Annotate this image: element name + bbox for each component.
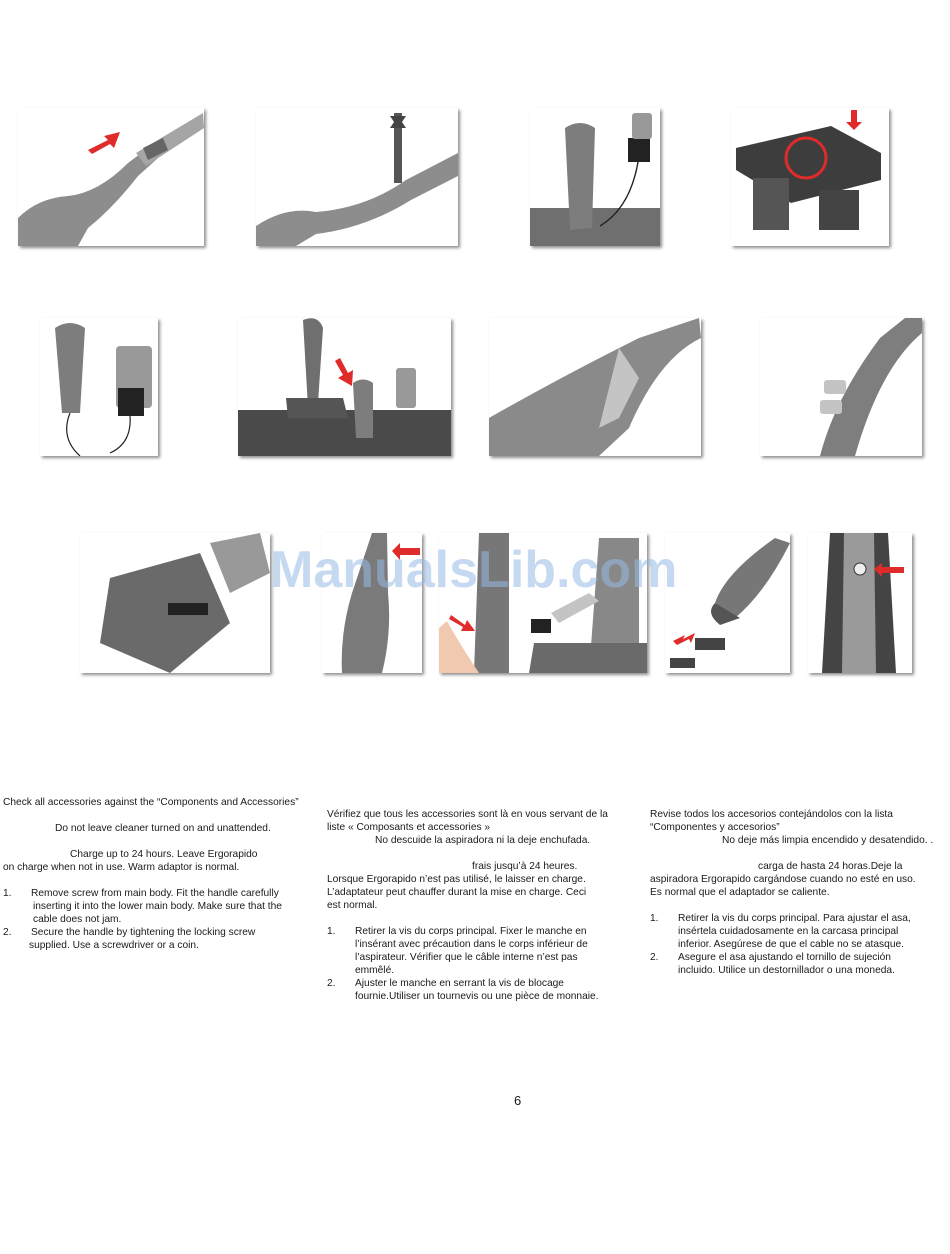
french-check-1: Vérifiez que tous les accessories sont là en vous servant de la bbox=[327, 809, 608, 820]
english-step2-line-a: Secure the handle by tightening the locking screw bbox=[31, 927, 256, 938]
fig-handheld-unit bbox=[489, 318, 701, 456]
fig-empty-dust-container bbox=[665, 533, 790, 673]
fig-nozzle-underside bbox=[80, 533, 270, 673]
manualslib-watermark: ManualsLib.com bbox=[270, 541, 678, 599]
spanish-step1-line-c: inferior. Asegúrese de que el cable no se atasque. bbox=[678, 939, 904, 950]
handheld-unit-illustration bbox=[489, 318, 701, 456]
handle-attach-illustration bbox=[18, 108, 204, 246]
spanish-warning: No deje más limpia encendido y desatendido. . bbox=[722, 835, 934, 846]
charger-base-illustration bbox=[530, 108, 660, 246]
french-step-1 bbox=[327, 925, 622, 977]
spanish-step2-line-a: Asegure el asa ajustando el tornillo de sujeción bbox=[678, 952, 891, 963]
french-charge-1: frais jusqu’à 24 heures. bbox=[472, 861, 578, 872]
french-step2-line-a: Ajuster le manche en serrant la vis de blocage bbox=[355, 978, 564, 989]
fig-insert-screw bbox=[256, 108, 458, 246]
english-step1-line-b: inserting it into the lower main body. Make sure that the bbox=[33, 901, 282, 912]
french-step1-line-a: Retirer la vis du corps principal. Fixer le manche en bbox=[355, 926, 587, 937]
spanish-charge-1: carga de hasta 24 horas.Deje la bbox=[758, 861, 903, 872]
spanish-step2-number: 2. bbox=[650, 952, 659, 963]
english-step-1 bbox=[3, 887, 303, 926]
spanish-charge-3: Es normal que el adaptador se caliente. bbox=[650, 887, 830, 898]
spanish-charge-2: aspiradora Ergorapido cargándose cuando no esté en uso. bbox=[650, 874, 916, 885]
english-step1-line-c: cable does not jam. bbox=[33, 914, 122, 925]
french-check-2: liste « Composants et accessories » bbox=[327, 822, 491, 833]
french-step1-line-c: l’aspirateur. Vérifier que le câble interne n’est pas bbox=[355, 952, 578, 963]
english-step2-number: 2. bbox=[3, 927, 12, 938]
fig-charger-cable-connector bbox=[40, 318, 158, 456]
fig-attach-handle bbox=[18, 108, 204, 246]
french-step-2 bbox=[327, 977, 622, 1003]
english-check-line: Check all accessories against the “Components and Accessories” bbox=[3, 797, 299, 808]
spanish-check-2: “Componentes y accesorios” bbox=[650, 822, 780, 833]
english-warning: Do not leave cleaner turned on and unattended. bbox=[55, 823, 271, 834]
page-number: 6 bbox=[514, 1093, 522, 1108]
french-step1-line-d: emmêlé. bbox=[355, 965, 395, 976]
english-charge-1: Charge up to 24 hours. Leave Ergorapido bbox=[70, 849, 258, 860]
dust-container-illustration bbox=[665, 533, 790, 673]
nozzle-underside-illustration bbox=[80, 533, 270, 673]
spanish-step-2 bbox=[650, 951, 945, 977]
french-step2-number: 2. bbox=[327, 978, 336, 989]
spanish-step1-line-a: Retirer la vis du corps principal. Para ajustar el asa, bbox=[678, 913, 911, 924]
fig-charger-base-adaptor bbox=[530, 108, 660, 246]
control-buttons-illustration bbox=[760, 318, 922, 456]
spanish-step1-line-b: insértela cuidadosamente en la carcasa principal bbox=[678, 926, 899, 937]
place-on-charger-illustration bbox=[238, 318, 451, 456]
spanish-check-1: Revise todos los accesorios contejándolos con la lista bbox=[650, 809, 893, 820]
french-charge-4: est normal. bbox=[327, 900, 378, 911]
french-charge-2: Lorsque Ergorapido n’est pas utilisé, le laisser en charge. bbox=[327, 874, 586, 885]
spanish-step-1 bbox=[650, 912, 945, 951]
screw-illustration bbox=[256, 108, 458, 246]
power-switch-illustration bbox=[808, 533, 912, 673]
charger-cable-illustration bbox=[40, 318, 158, 456]
french-column bbox=[327, 808, 622, 1003]
spanish-step2-line-b: incluido. Utilice un destornillador o una moneda. bbox=[678, 965, 895, 976]
fig-power-switch bbox=[808, 533, 912, 673]
spanish-column bbox=[650, 808, 945, 977]
fig-wall-mount-bracket bbox=[731, 108, 889, 246]
english-step1-number: 1. bbox=[3, 888, 12, 899]
french-step2-line-b: fournie.Utiliser un tournevis ou une pièce de monnaie. bbox=[355, 991, 599, 1002]
french-warning: No descuide la aspiradora ni la deje enchufada. bbox=[375, 835, 591, 846]
english-column bbox=[3, 796, 303, 952]
spanish-step1-number: 1. bbox=[650, 913, 659, 924]
fig-place-on-charger bbox=[238, 318, 451, 456]
wall-bracket-illustration bbox=[731, 108, 889, 246]
french-step1-line-b: l’insérant avec précaution dans le corps inférieur de bbox=[355, 939, 588, 950]
english-step-2 bbox=[3, 926, 303, 952]
fig-control-buttons bbox=[760, 318, 922, 456]
english-step1-line-a: Remove screw from main body. Fit the handle carefully bbox=[31, 888, 279, 899]
english-step2-line-b: supplied. Use a screwdriver or a coin. bbox=[29, 940, 199, 951]
english-charge-2: on charge when not in use. Warm adaptor is normal. bbox=[3, 862, 240, 873]
french-charge-3: L’adaptateur peut chauffer durant la mise en charge. Ceci bbox=[327, 887, 587, 898]
french-step1-number: 1. bbox=[327, 926, 336, 937]
